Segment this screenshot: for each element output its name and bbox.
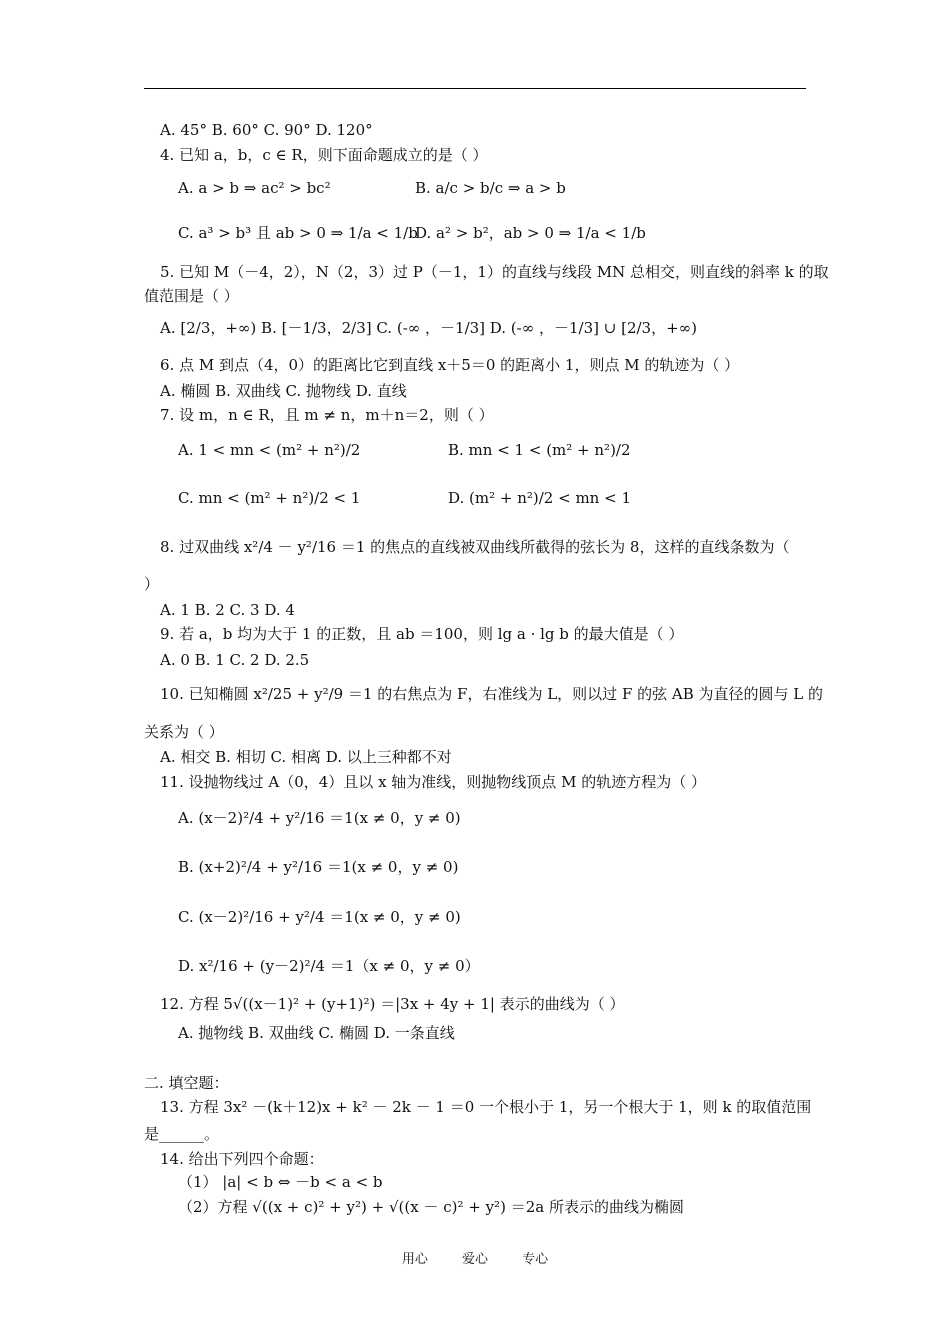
q5-stem-line1: 5. 已知 M（－4，2），N（2，3）过 P（－1，1）的直线与线段 MN 总相交，则直线的斜率 k 的取 <box>160 263 829 281</box>
q11-stem: 11. 设抛物线过 A（0，4）且以 x 轴为准线，则抛物线顶点 M 的轨迹方程为（ ） <box>160 773 706 791</box>
q4-option-d: D. a² > b²，ab > 0 ⇒ 1/a < 1/b <box>415 224 646 242</box>
q9-stem: 9. 若 a，b 均为大于 1 的正数，且 ab ＝100，则 lg a · lg b 的最大值是（ ） <box>160 625 684 643</box>
q7-option-a: A. 1 < mn < (m² + n²)/2 <box>178 441 361 459</box>
q6-options: A. 椭圆 B. 双曲线 C. 抛物线 D. 直线 <box>160 382 407 400</box>
q11-option-c: C. (x－2)²/16 + y²/4 ＝1(x ≠ 0，y ≠ 0) <box>178 908 461 926</box>
q13-stem-line1: 13. 方程 3x² －(k＋12)x + k² － 2k － 1 ＝0 一个根小于 1，另一个根大于 1，则 k 的取值范围 <box>160 1098 812 1116</box>
q12-stem: 12. 方程 5√((x－1)² + (y+1)²) ＝|3x + 4y + 1| 表示的曲线为（ ） <box>160 995 625 1013</box>
q13-stem-line2: 是______。 <box>144 1125 220 1143</box>
q5-options: A. [2/3，+∞) B. [－1/3，2/3] C. (-∞ ，－1/3] D. (-∞ ，－1/3] ∪ [2/3，+∞) <box>160 319 697 337</box>
q4-option-b: B. a/c > b/c ⇒ a > b <box>415 179 566 197</box>
q8-options: A. 1 B. 2 C. 3 D. 4 <box>160 601 295 619</box>
q9-options: A. 0 B. 1 C. 2 D. 2.5 <box>160 651 310 669</box>
q14-item-2: （2）方程 √((x + c)² + y²) + √((x － c)² + y²) ＝2a 所表示的曲线为椭圆 <box>178 1198 684 1216</box>
q7-stem: 7. 设 m，n ∈ R，且 m ≠ n，m＋n＝2，则（ ） <box>160 406 494 424</box>
q4-option-a: A. a > b ⇒ ac² > bc² <box>178 179 331 197</box>
q4-option-c: C. a³ > b³ 且 ab > 0 ⇒ 1/a < 1/b <box>178 224 418 242</box>
footer-text-2: 爱心 <box>461 1252 488 1267</box>
q5-stem-line2: 值范围是（ ） <box>144 287 239 305</box>
q11-option-b: B. (x+2)²/4 + y²/16 ＝1(x ≠ 0，y ≠ 0) <box>178 858 459 876</box>
q10-options: A. 相交 B. 相切 C. 相离 D. 以上三种都不对 <box>160 748 452 766</box>
q14-item-1: （1） |a| < b ⇔ －b < a < b <box>178 1173 383 1191</box>
q6-stem: 6. 点 M 到点（4，0）的距离比它到直线 x＋5＝0 的距离小 1，则点 M 的轨迹为（ ） <box>160 356 740 374</box>
q10-stem-line1: 10. 已知椭圆 x²/25 + y²/9 ＝1 的右焦点为 F，右准线为 L，则以过 F 的弦 AB 为直径的圆与 L 的 <box>160 685 824 703</box>
q11-option-d: D. x²/16 + (y－2)²/4 ＝1（x ≠ 0，y ≠ 0） <box>178 957 480 975</box>
q7-option-d: D. (m² + n²)/2 < mn < 1 <box>448 489 631 507</box>
q8-stem-line1: 8. 过双曲线 x²/4 － y²/16 ＝1 的焦点的直线被双曲线所截得的弦长为 8，这样的直线条数为（ <box>160 538 790 556</box>
page-footer <box>0 1248 950 1267</box>
header-rule <box>144 88 806 89</box>
q4-stem: 4. 已知 a，b，c ∈ R，则下面命题成立的是（ ） <box>160 146 488 164</box>
section-heading-fill-in: 二. 填空题： <box>144 1074 229 1092</box>
q14-stem: 14. 给出下列四个命题： <box>160 1150 324 1168</box>
q7-option-b: B. mn < 1 < (m² + n²)/2 <box>448 441 631 459</box>
q7-option-c: C. mn < (m² + n²)/2 < 1 <box>178 489 361 507</box>
q11-option-a: A. (x－2)²/4 + y²/16 ＝1(x ≠ 0，y ≠ 0) <box>178 809 461 827</box>
q3-options: A. 45° B. 60° C. 90° D. 120° <box>160 121 373 139</box>
q10-stem-line2: 关系为（ ） <box>144 723 224 741</box>
footer-text-3: 专心 <box>522 1252 549 1267</box>
q8-stem-line2: ） <box>144 575 160 593</box>
q12-options: A. 抛物线 B. 双曲线 C. 椭圆 D. 一条直线 <box>178 1024 455 1042</box>
footer-text-1: 用心 <box>401 1252 428 1267</box>
